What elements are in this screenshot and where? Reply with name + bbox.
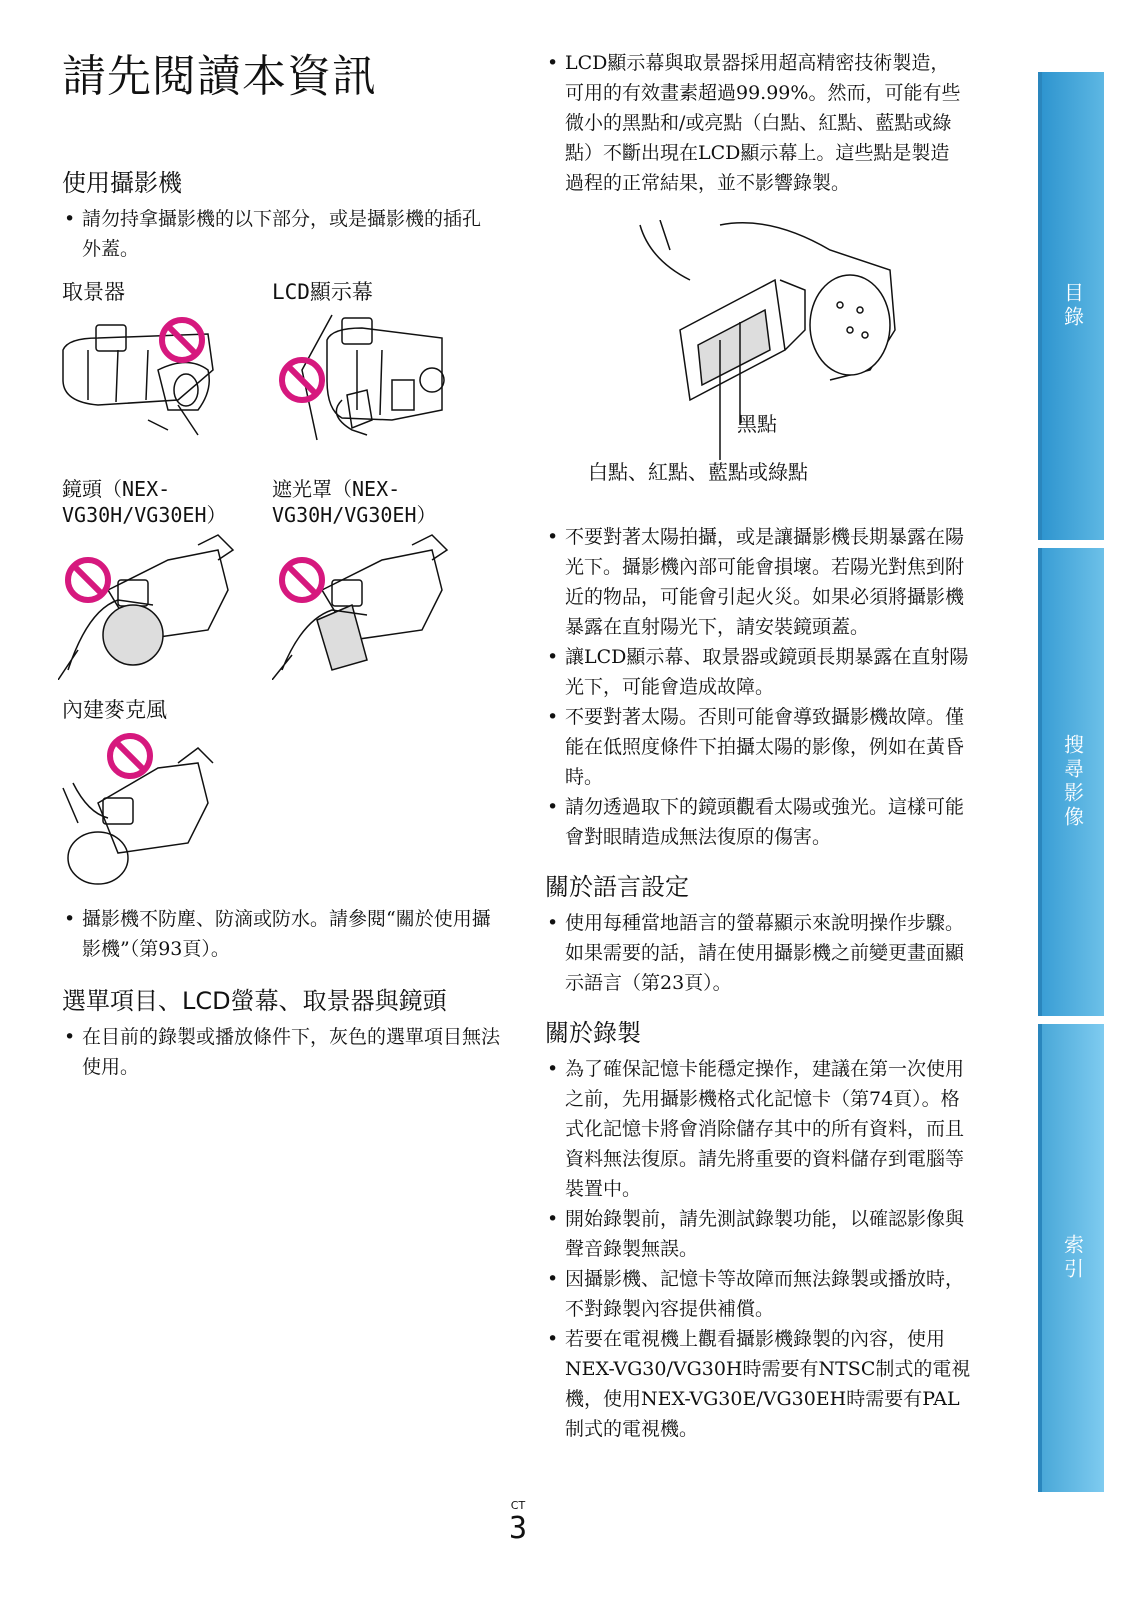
page-lang: CT (510, 1499, 526, 1512)
left-column (62, 160, 502, 264)
page-num: 3 (508, 1511, 528, 1546)
camera-mic-illustration (58, 728, 218, 893)
label-lcd: LCD顯示幕 (272, 280, 373, 304)
right-lower (545, 522, 975, 1444)
label-mic: 內建麥克風 (62, 698, 167, 722)
list-item: • 讓LCD顯示幕、取景器或鏡頭長期暴露在直射陽光下，可能會造成故障。 (545, 642, 975, 702)
camera-lens-illustration (58, 530, 238, 680)
tab-contents-label: 目錄 (1060, 282, 1085, 330)
menu-heading: 選單項目、LCD螢幕、取景器與鏡頭 (62, 987, 447, 1015)
list-item: • 請勿透過取下的鏡頭觀看太陽或強光。這樣可能會對眼睛造成無法復原的傷害。 (545, 792, 975, 852)
right-column (545, 48, 985, 198)
use-camera-intro (62, 204, 482, 264)
list-item: • 不要對著太陽拍攝，或是讓攝影機長期暴露在陽光下。攝影機內部可能會損壞。若陽光對焦到附近的物品，可能會引起火災。如果必須將攝影機暴露在直射陽光下，請安裝鏡頭蓋。 (545, 522, 975, 642)
recording-heading: 關於錄製 (545, 1019, 641, 1047)
list-item: • 開始錄製前，請先測試錄製功能，以確認影像與聲音錄製無誤。 (545, 1204, 975, 1264)
tab-index[interactable] (1038, 1024, 1104, 1492)
label-lens: 鏡頭（NEX-VG30H/VG30EH） (62, 477, 227, 527)
label-viewfinder: 取景器 (62, 280, 125, 304)
page-number (506, 1500, 530, 1546)
tab-index-label: 索引 (1060, 1234, 1085, 1282)
list-item: • 使用每種當地語言的螢幕顯示來說明操作步驟。如果需要的話，請在使用攝影機之前變更畫面顯示語言（第23頁）。 (545, 908, 975, 998)
tab-search-images[interactable] (1038, 548, 1104, 1016)
camera-lcd-illustration (272, 310, 447, 445)
page-title: 請先閱讀本資訊 (62, 51, 377, 102)
list-item: • LCD顯示幕與取景器採用超高精密技術製造，可用的有效畫素超過99.99%。然而，可能有些微小的黑點和/或亮點（白點、紅點、藍點或綠點）不斷出現在LCD顯示幕上。這些點是製造過程的正常結果，並不影響錄製。 (545, 48, 965, 198)
list-item: • 不要對著太陽。否則可能會導致攝影機故障。僅能在低照度條件下拍攝太陽的影像，例如在黃昏時。 (545, 702, 975, 792)
camera-viewfinder-illustration (58, 310, 218, 440)
tab-search-images-label: 搜尋影像 (1060, 734, 1085, 830)
list-item: • 在目前的錄製或播放條件下，灰色的選單項目無法使用。 (62, 1022, 502, 1082)
tab-contents[interactable] (1038, 72, 1104, 540)
left-lower (62, 904, 502, 1082)
list-item: • 攝影機不防塵、防滴或防水。請參閱“關於使用攝影機”（第93頁）。 (62, 904, 502, 964)
camera-hood-illustration (272, 530, 452, 680)
label-black-dots: 黑點 (737, 412, 777, 436)
list-item: • 請勿持拿攝影機的以下部分，或是攝影機的插孔外蓋。 (62, 204, 482, 264)
list-item: • 因攝影機、記憶卡等故障而無法錄製或播放時，不對錄製內容提供補償。 (545, 1264, 975, 1324)
label-colored-dots: 白點、紅點、藍點或綠點 (588, 460, 808, 484)
language-heading: 關於語言設定 (545, 873, 689, 901)
label-hood: 遮光罩（NEX-VG30H/VG30EH） (272, 477, 437, 527)
sun-list (545, 522, 975, 852)
list-item: • 為了確保記憶卡能穩定操作，建議在第一次使用之前，先用攝影機格式化記憶卡（第74頁）。格式化記憶卡將會消除儲存其中的所有資料，而且資料無法復原。請先將重要的資料儲存到電腦等裝置中。 (545, 1054, 975, 1204)
use-camera-heading: 使用攝影機 (62, 169, 182, 197)
list-item: • 若要在電視機上觀看攝影機錄製的內容，使用NEX-VG30/VG30H時需要有NTSC制式的電視機，使用NEX-VG30E/VG30EH時需要有PAL制式的電視機。 (545, 1324, 975, 1444)
